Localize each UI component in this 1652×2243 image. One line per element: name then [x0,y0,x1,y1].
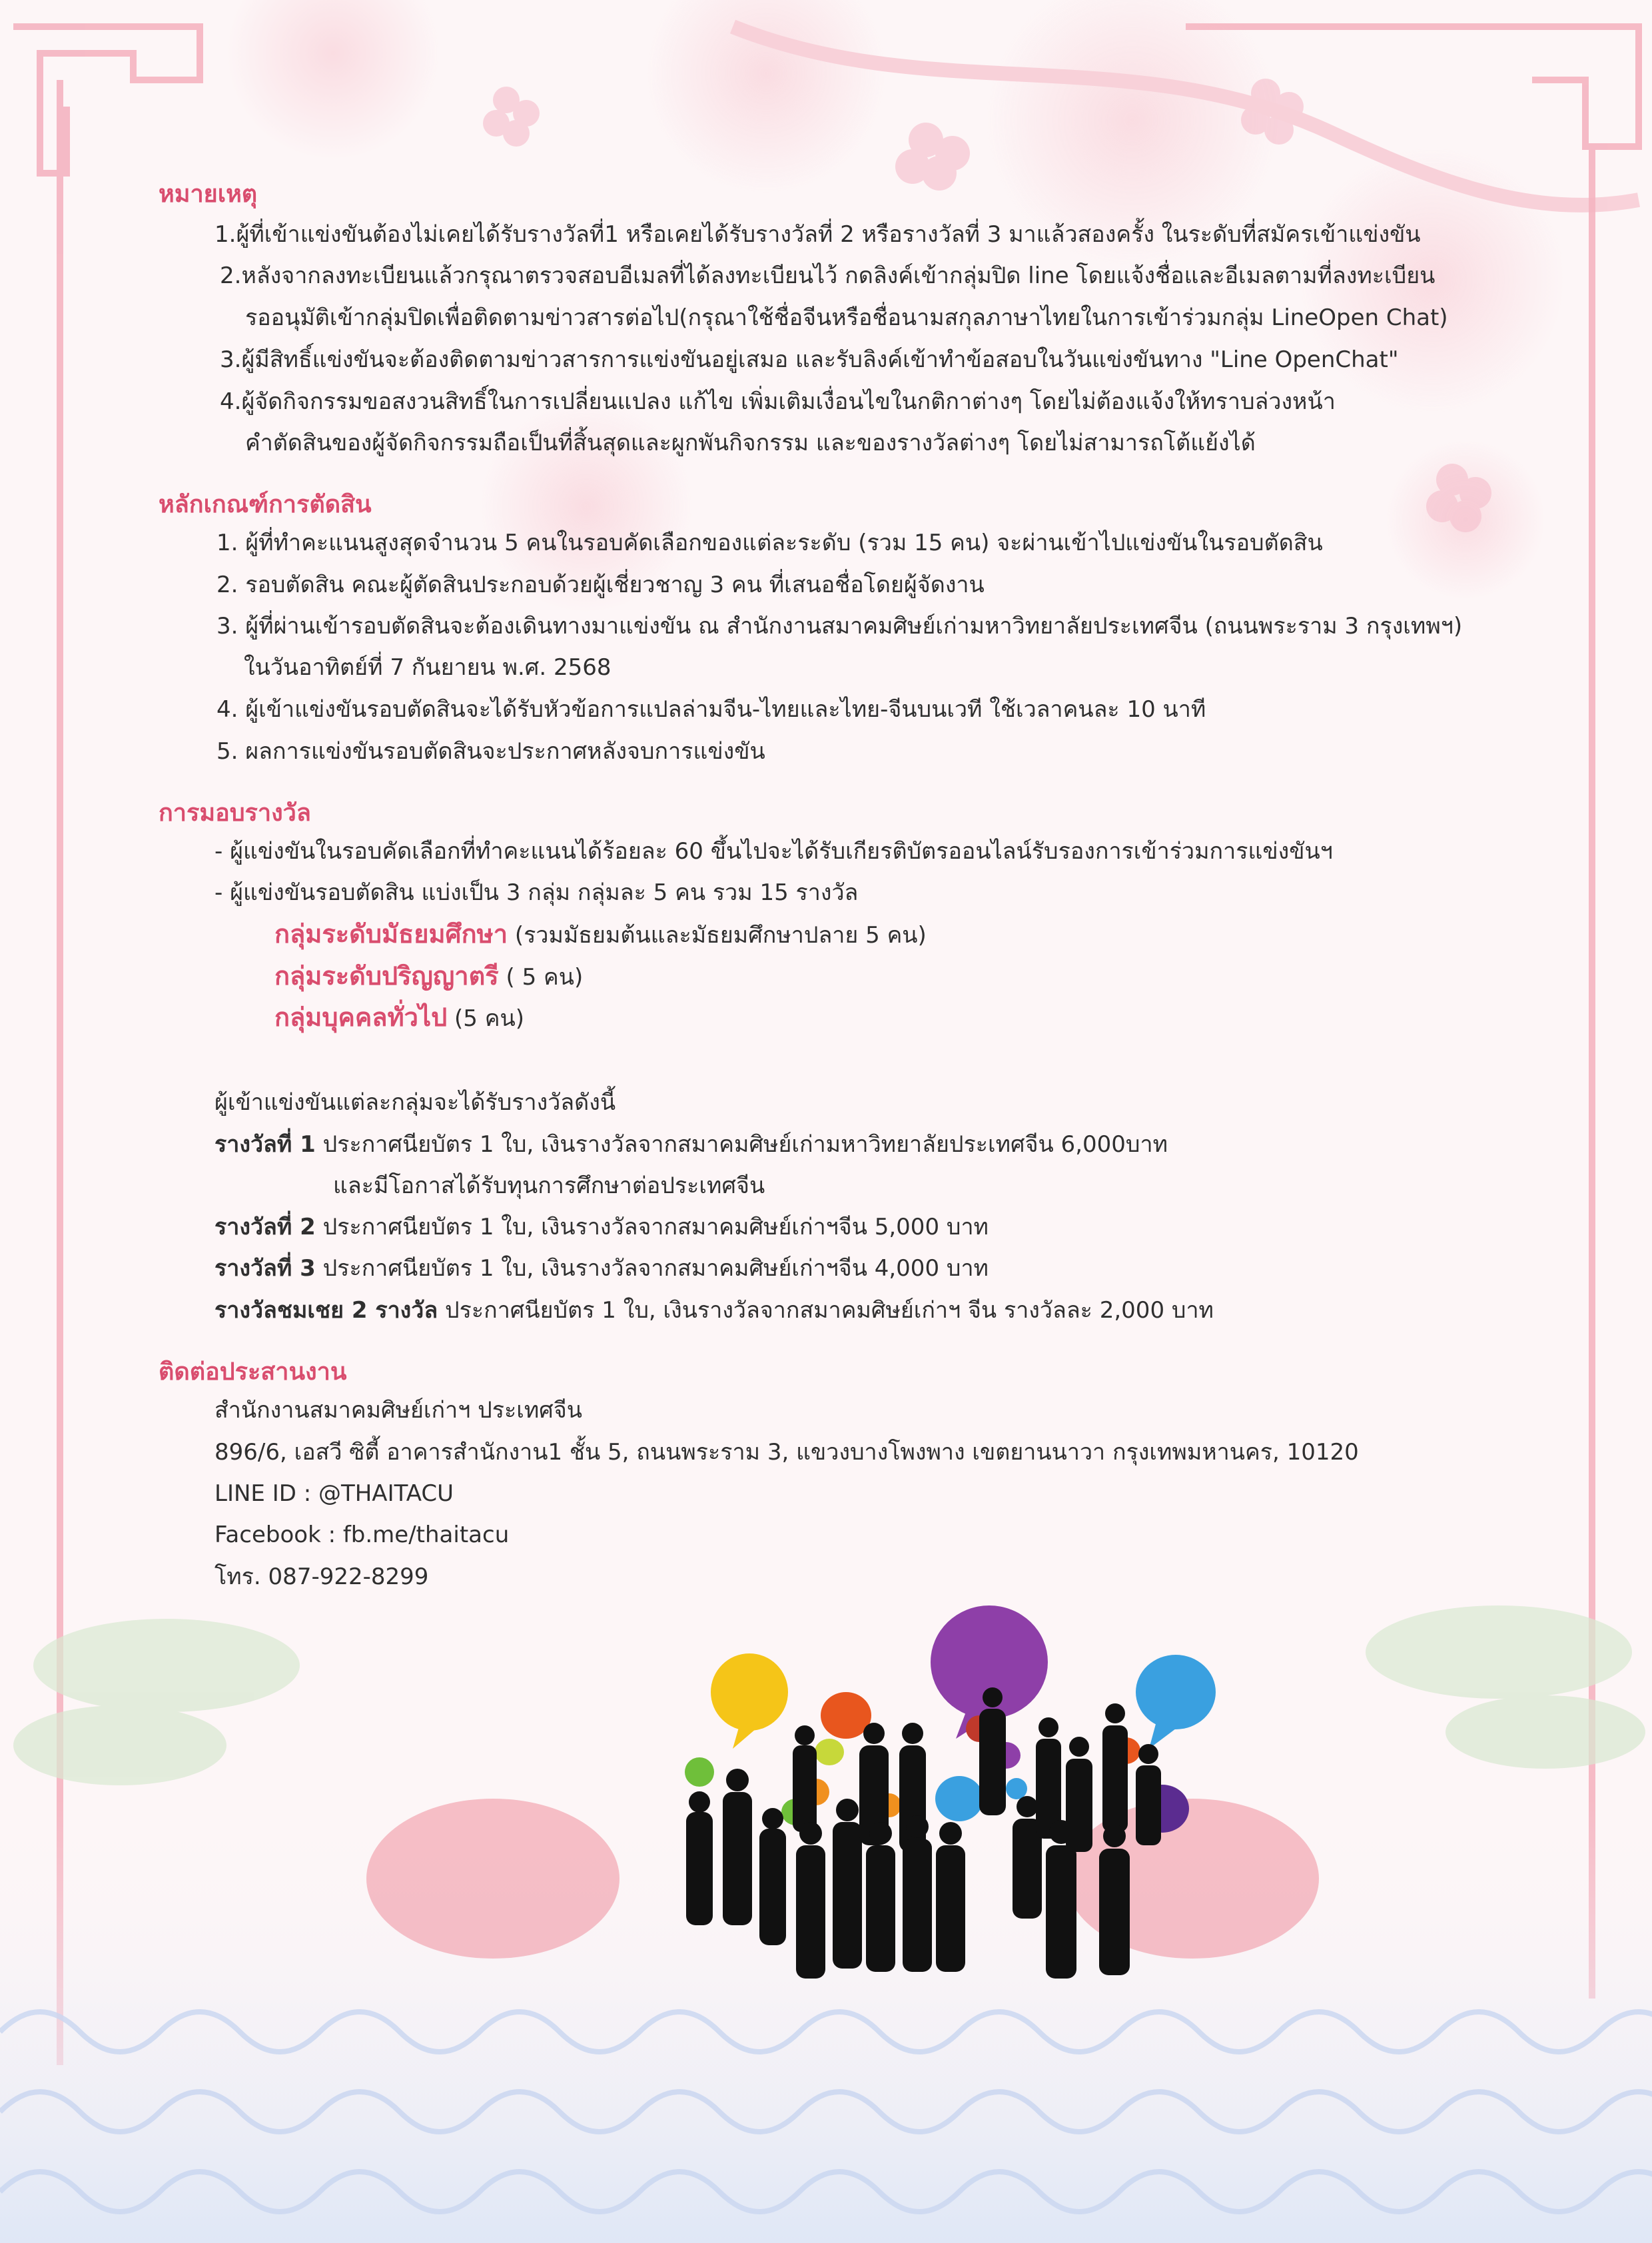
award-group-name: กลุ่มบุคคลทั่วไป [274,1003,448,1032]
criteria-item: 2. รอบตัดสิน คณะผู้ตัดสินประกอบด้วยผู้เชี่ยวชาญ 3 คน ที่เสนอชื่อโดยผู้จัดงาน [216,572,985,598]
notes-heading: หมายเหตุ [159,181,258,208]
prize-text: ประกาศนียบัตร 1 ใบ, เงินรางวัลจากสมาคมศิษย์เก่าฯ จีน รางวัลละ 2,000 บาท [438,1297,1214,1324]
notes-item: 3.ผู้มีสิทธิ์แข่งขันจะต้องติดตามข่าวสารการแข่งขันอยู่เสมอ และรับลิงค์เข้าทำข้อสอบในวันแข่งขันทาง "Line OpenChat" [220,346,1399,373]
criteria-item: 3. ผู้ที่ผ่านเข้ารอบตัดสินจะต้องเดินทางมาแข่งขัน ณ สำนักงานสมาคมศิษย์เก่ามหาวิทยาลัยประเทศจีน (ถนนพระราม 3 กรุงเทพฯ) [216,613,1463,640]
prize-line [214,1212,989,1242]
award-group-detail: (5 คน) [447,1005,524,1032]
contact-phone: โทร. 087-922-8299 [214,1564,429,1590]
prize-label: รางวัลที่ 2 [214,1214,316,1240]
prize-text: ประกาศนียบัตร 1 ใบ, เงินรางวัลจากสมาคมศิษย์เก่าฯจีน 4,000 บาท [315,1255,989,1282]
notes-item: คำตัดสินของผู้จัดกิจกรรมถือเป็นที่สิ้นสุดและผูกพันกิจกรรม และของรางวัลต่างๆ โดยไม่สามารถโต้แย้งได้ [245,430,1256,456]
notes-item: 2.หลังจากลงทะเบียนแล้วกรุณาตรวจสอบอีเมลที่ได้ลงทะเบียนไว้ กดลิงค์เข้ากลุ่มปิด line โดยแจ้งชื่อและอีเมลตามที่ลงทะเบียน [220,262,1436,289]
prize-text: ประกาศนียบัตร 1 ใบ, เงินรางวัลจากสมาคมศิษย์เก่าฯจีน 5,000 บาท [315,1214,989,1240]
award-group-general [274,1003,524,1033]
prize-line [333,1171,765,1200]
contact-line: สำนักงานสมาคมศิษย์เก่าฯ ประเทศจีน [214,1397,583,1424]
award-group-detail: ( 5 คน) [498,964,584,991]
prize-label: รางวัลที่ 3 [214,1255,316,1282]
award-group-name: กลุ่มระดับมัธยมศึกษา [274,919,508,949]
criteria-item: 4. ผู้เข้าแข่งขันรอบตัดสินจะได้รับหัวข้อการแปลล่ามจีน-ไทยและไทย-จีนบนเวที ใช้เวลาคนละ 10 นาที [216,696,1206,723]
criteria-heading: หลักเกณฑ์การตัดสิน [159,491,372,518]
award-group-bachelor [274,961,583,992]
people-silhouettes [686,1687,1161,1979]
prize-intro: ผู้เข้าแข่งขันแต่ละกลุ่มจะได้รับรางวัลดังนี้ [214,1089,616,1116]
awards-heading: การมอบรางวัล [159,799,311,827]
contact-facebook: Facebook : fb.me/thaitacu [214,1522,510,1548]
contact-address: 896/6, เอสวี ซิตี้ อาคารสำนักงาน1 ชั้น 5, ถนนพระราม 3, แขวงบางโพงพาง เขตยานนาวา กรุงเทพมหานคร, 10120 [214,1439,1359,1466]
prize-line [214,1296,1214,1325]
prize-line [214,1254,989,1283]
prize-text: และมีโอกาสได้รับทุนการศึกษาต่อประเทศจีน [333,1172,765,1199]
contact-line-id: LINE ID : @THAITACU [214,1480,454,1507]
criteria-item: 5. ผลการแข่งขันรอบตัดสินจะประกาศหลังจบการแข่งขัน [216,738,765,765]
prize-line [214,1130,1168,1159]
notes-item: 1.ผู้ที่เข้าแข่งขันต้องไม่เคยได้รับรางวัลที่1 หรือเคยได้รับรางวัลที่ 2 หรือรางวัลที่ 3 มาแล้วสองครั้ง ในระดับที่สมัครเข้าแข่งขัน [214,221,1421,248]
contact-heading: ติดต่อประสานงาน [159,1358,347,1386]
award-group-detail: (รวมมัธยมต้นและมัธยมศึกษาปลาย 5 คน) [508,922,927,949]
criteria-item: ในวันอาทิตย์ที่ 7 กันยายน พ.ศ. 2568 [244,654,612,681]
prize-text: ประกาศนียบัตร 1 ใบ, เงินรางวัลจากสมาคมศิษย์เก่ามหาวิทยาลัยประเทศจีน 6,000บาท [315,1131,1168,1158]
notes-item: รออนุมัติเข้ากลุ่มปิดเพื่อติดตามข่าวสารต่อไป(กรุณาใช้ชื่อจีนหรือชื่อนามสกุลภาษาไทยในการเข้าร่วมกลุ่ม LineOpen Chat) [245,304,1448,331]
award-group-secondary [274,919,927,950]
people-speech-bubbles-icon [659,1592,1232,1985]
criteria-item: 1. ผู้ที่ทำคะแนนสูงสุดจำนวน 5 คนในรอบคัดเลือกของแต่ละระดับ (รวม 15 คน) จะผ่านเข้าไปแข่งขันในรอบตัดสิน [216,530,1323,556]
prize-label: รางวัลชมเชย 2 รางวัล [214,1297,438,1324]
award-group-name: กลุ่มระดับปริญญาตรี [274,961,499,991]
notes-item: 4.ผู้จัดกิจกรรมขอสงวนสิทธิ์ในการเปลี่ยนแปลง แก้ไข เพิ่มเติมเงื่อนไขในกติกาต่างๆ โดยไม่ต้องแจ้งให้ทราบล่วงหน้า [220,388,1336,415]
awards-item: - ผู้แข่งขันในรอบคัดเลือกที่ทำคะแนนได้ร้อยละ 60 ขึ้นไปจะได้รับเกียรติบัตรออนไลน์รับรองการเข้าร่วมการแข่งขันฯ [214,838,1333,865]
awards-item: - ผู้แข่งขันรอบตัดสิน แบ่งเป็น 3 กลุ่ม กลุ่มละ 5 คน รวม 15 รางวัล [214,879,859,906]
prize-label: รางวัลที่ 1 [214,1131,316,1158]
